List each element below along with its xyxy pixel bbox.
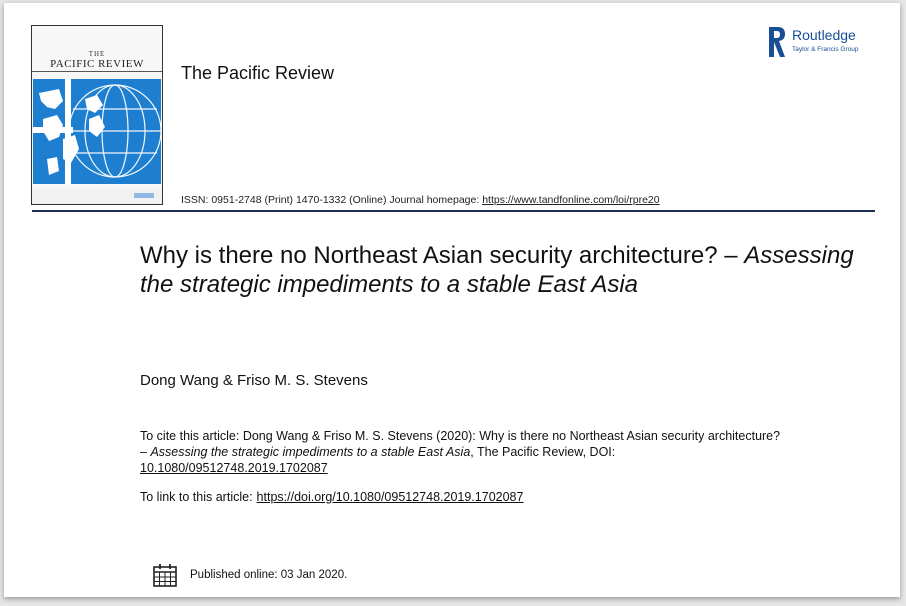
citation-label: To cite this article: <box>140 429 240 443</box>
citation-text: Dong Wang & Friso M. S. Stevens (2020): Why is there no Northeast Asian security architecture? – <box>140 429 781 459</box>
citation-block <box>140 428 790 476</box>
article-authors: Dong Wang & Friso M. S. Stevens <box>140 372 368 389</box>
citation-text-after: , The Pacific Review, DOI: <box>470 445 616 459</box>
issn-line <box>181 194 660 206</box>
link-label: To link to this article: <box>140 490 253 504</box>
journal-cover-image <box>31 25 163 205</box>
article-title <box>140 241 860 299</box>
journal-name: The Pacific Review <box>181 63 335 83</box>
article-title-italic: Assessing the strategic impediments to a stable East Asia <box>140 242 854 298</box>
cover-world-map <box>33 79 161 184</box>
journal-homepage-link[interactable]: https://www.tandfonline.com/loi/rpre20 <box>482 194 660 206</box>
issn-text: ISSN: 0951-2748 (Print) 1470-1332 (Online) Journal homepage: <box>181 194 483 206</box>
cover-publisher-logo <box>134 193 154 198</box>
published-date: Published online: 03 Jan 2020. <box>190 569 348 581</box>
publisher-subtitle: Taylor & Francis Group <box>792 46 859 53</box>
header-divider <box>32 210 875 212</box>
citation-doi-link[interactable]: 10.1080/09512748.2019.1702087 <box>140 461 328 475</box>
routledge-r-icon <box>766 25 788 59</box>
routledge-logo <box>766 25 876 59</box>
cover-title: PACIFIC REVIEW <box>32 58 162 72</box>
cover-title-small: THE <box>88 50 106 58</box>
calendar-icon <box>152 562 178 588</box>
article-link-line <box>140 490 523 504</box>
document-page <box>4 3 900 597</box>
cover-footer <box>32 188 162 204</box>
article-doi-url[interactable]: https://doi.org/10.1080/09512748.2019.1702087 <box>256 490 524 504</box>
article-title-plain: Why is there no Northeast Asian security architecture? – <box>140 242 745 269</box>
publisher-name: Routledge <box>792 27 856 43</box>
citation-text-italic: Assessing the strategic impediments to a stable East Asia <box>150 445 471 459</box>
